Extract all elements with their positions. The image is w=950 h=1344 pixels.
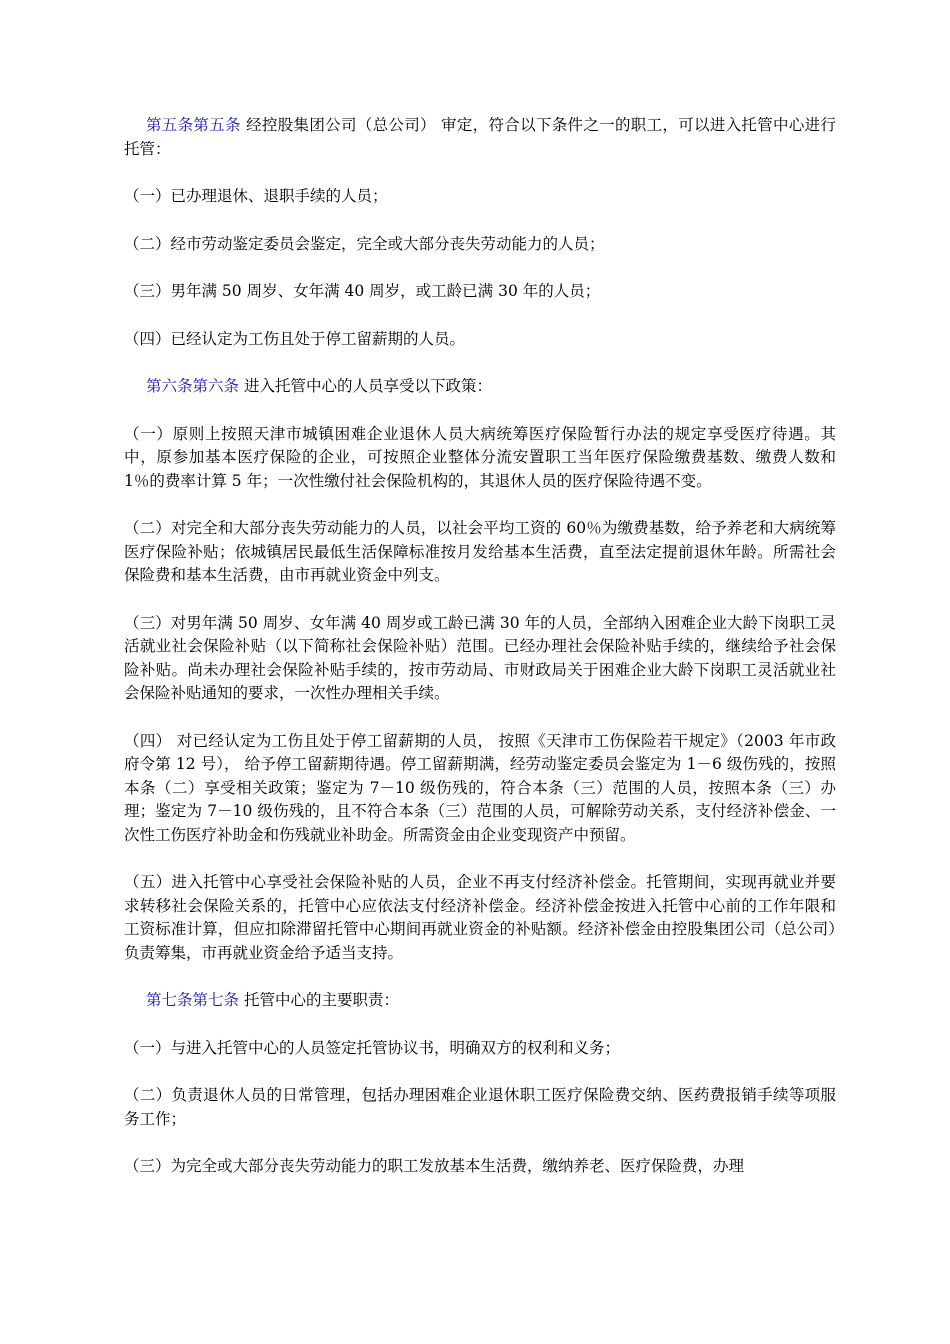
article-6-label: 第六条第六条	[146, 377, 240, 395]
article-5-item-2: （二）经市劳动鉴定委员会鉴定，完全或大部分丧失劳动能力的人员；	[124, 234, 605, 253]
article-5-item-1: （一）已办理退休、退职手续的人员；	[124, 187, 388, 205]
article-7-item-2: （二）负责退休人员的日常管理，包括办理困难企业退休职工医疗保险费交纳、医药费报销手续等项服务工作；	[124, 1086, 836, 1128]
article-7-label: 第七条第七条	[146, 991, 240, 1009]
article-7-item-3: （三）为完全或大部分丧失劳动能力的职工发放基本生活费，缴纳养老、医疗保险费，办理	[124, 1157, 745, 1175]
article-5-item-3: （三）男年满 50 周岁、女年满 40 周岁，或工龄已满 30 年的人员；	[124, 282, 601, 300]
document-body	[124, 114, 836, 1203]
article-7-item-1: （一）与进入托管中心的人员签定托管协议书，明确双方的权利和义务；	[124, 1038, 621, 1057]
article-5-text: 经控股集团公司（总公司） 审定，符合以下条件之一的职工，可以进入托管中心进行托管：	[124, 116, 836, 158]
article-6-text: 进入托管中心的人员享受以下政策：	[239, 377, 492, 395]
article-6-item-1: （一）原则上按照天津市城镇困难企业退休人员大病统筹医疗保险暂行办法的规定享受医疗待遇。其中，原参加基本医疗保险的企业，可按照企业整体分流安置职工当年医疗保险缴费基数、缴费人数和 1％的费率计算 5 年；一次性缴付社会保险机构的，其退休人员的医疗保险待遇不变。	[124, 424, 836, 490]
article-5-label: 第五条第五条	[146, 116, 241, 134]
article-7	[124, 989, 836, 1013]
article-6-item-5: （五）进入托管中心享受社会保险补贴的人员，企业不再支付经济补偿金。托管期间，实现再就业并要求转移社会保险关系的，托管中心应依法支付经济补偿金。经济补偿金按进入托管中心前的工作年限和工资标准计算，但应扣除滞留托管中心期间再就业资金的补贴额。经济补偿金由控股集团公司（总公司）负责筹集，市再就业资金给予适当支持。	[124, 873, 836, 962]
article-6	[124, 375, 836, 399]
article-6-item-4: （四） 对已经认定为工伤且处于停工留薪期的人员， 按照《天津市工伤保险若干规定》（2003 年市政府令第 12 号）， 给予停工留薪期待遇。停工留薪期满，经劳动鉴定委员会鉴定为 1－6 级伤残的，按照本条（二）享受相关政策；鉴定为 7－10 级伤残的，符合本条（三）范围的人员，按照本条（三）办理；鉴定为 7－10 级伤残的，且不符合本条（三）范围的人员，可解除劳动关系，支付经济补偿金、一次性工伤医疗补助金和伤残就业补助金。所需资金由企业变现资产中预留。	[124, 731, 836, 844]
article-6-item-3: （三）对男年满 50 周岁、女年满 40 周岁或工龄已满 30 年的人员，全部纳入困难企业大龄下岗职工灵活就业社会保险补贴（以下简称社会保险补贴）范围。已经办理社会保险补贴手续的，继续给予社会保险补贴。尚未办理社会保险补贴手续的，按市劳动局、市财政局关于困难企业大龄下岗职工灵活就业社会保险补贴通知的要求，一次性办理相关手续。	[124, 613, 836, 702]
article-6-item-2: （二）对完全和大部分丧失劳动能力的人员，以社会平均工资的 60％为缴费基数，给予养老和大病统筹医疗保险补贴；依城镇居民最低生活保障标准按月发给基本生活费，直至法定提前退休年龄。所需社会保险费和基本生活费，由市再就业资金中列支。	[124, 519, 836, 584]
article-5	[124, 114, 836, 161]
article-5-item-4: （四）已经认定为工伤且处于停工留薪期的人员。	[124, 329, 466, 348]
article-7-text: 托管中心的主要职责：	[239, 991, 399, 1009]
